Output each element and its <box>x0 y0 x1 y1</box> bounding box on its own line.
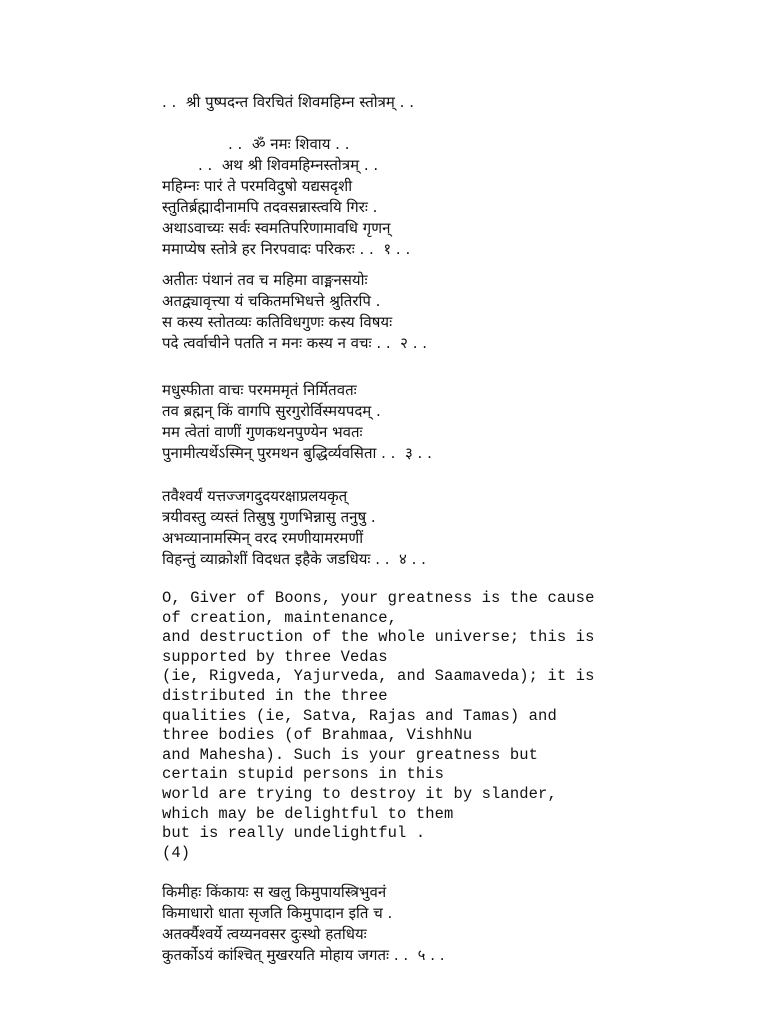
verse-line: विहन्तुं व्याक्रोशीं विदधत इहैके जडधियः . . ४ . . <box>162 550 426 568</box>
verse-line: अतीतः पंथानं तव च महिमा वाङ्मनसयोः <box>162 271 368 289</box>
translation-line: world are trying to destroy it by slander, <box>162 784 557 803</box>
verse-4-translation <box>162 589 594 863</box>
verse-line: किमीहः किंकायः स खलु किमुपायस्त्रिभुवनं <box>162 883 387 901</box>
translation-line: qualities (ie, Satva, Rajas and Tamas) and <box>162 706 557 725</box>
translation-line: supported by three Vedas <box>162 647 388 666</box>
translation-line: distributed in the three <box>162 686 388 705</box>
translation-line: and destruction of the whole universe; this is <box>162 628 595 647</box>
verse-line: मम त्वेतां वाणीं गुणकथनपुण्येन भवतः <box>162 423 363 441</box>
verse-1 <box>162 176 410 260</box>
verse-line: ममाप्येष स्तोत्रे हर निरपवादः परिकरः . . १ . . <box>162 240 411 258</box>
translation-line: three bodies (of Brahmaa, VishhNu <box>162 726 473 745</box>
translation-line: certain stupid persons in this <box>162 765 445 784</box>
translation-line: (ie, Rigveda, Yajurveda, and Saamaveda); it is <box>162 667 595 686</box>
invocation-line: . . ॐ नमः शिवाय . . <box>228 135 350 153</box>
document-title: . . श्री पुष्पदन्त विरचितं शिवमहिम्न स्तोत्रम् . . <box>162 93 414 111</box>
verse-line: तवैश्वर्यं यत्तज्जगदुदयरक्षाप्रलयकृत् <box>162 487 348 505</box>
stotram-heading: . . अथ श्री शिवमहिम्नस्तोत्रम् . . <box>198 156 379 174</box>
verse-line: अतद्व्यावृत्त्या यं चकितमभिधत्ते श्रुतिरपि . <box>162 292 381 310</box>
translation-line: O, Giver of Boons, your greatness is the cause <box>162 589 595 607</box>
verse-5 <box>162 882 445 966</box>
verse-line: मधुस्फीता वाचः परमममृतं निर्मितवतः <box>162 381 357 399</box>
verse-line: तव ब्रह्मन् किं वागपि सुरगुरोर्विस्मयपदम् . <box>162 402 381 420</box>
verse-line: महिम्नः पारं ते परमविदुषो यद्यसदृशी <box>162 177 353 195</box>
verse-line: अतर्क्यैश्वर्ये त्वय्यनवसर दुःस्थो हतधियः <box>162 925 367 943</box>
verse-3 <box>162 380 432 464</box>
verse-line: अभव्यानामस्मिन् वरद रमणीयामरमणीं <box>162 529 364 547</box>
verse-line: स्तुतिर्ब्रह्मादीनामपि तदवसन्नास्त्वयि गिरः . <box>162 198 378 216</box>
verse-line: अथाऽवाच्यः सर्वः स्वमतिपरिणामावधि गृणन् <box>162 219 391 237</box>
verse-line: किमाधारो धाता सृजति किमुपादान इति च . <box>162 904 393 922</box>
verse-line: कुतर्कोऽयं कांश्चित् मुखरयति मोहाय जगतः . . ५ . . <box>162 946 445 964</box>
verse-line: पदे त्वर्वाचीने पतति न मनः कस्य न वचः . . २ . . <box>162 334 428 352</box>
translation-line: of creation, maintenance, <box>162 608 398 627</box>
translation-line: and Mahesha). Such is your greatness but <box>162 745 539 764</box>
translation-line: which may be delightful to them <box>162 804 454 823</box>
verse-line: त्रयीवस्तु व्यस्तं तिस्रुषु गुणभिन्नासु तनुषु . <box>162 508 376 526</box>
translation-line: (4) <box>162 843 191 862</box>
verse-line: स कस्य स्तोतव्यः कतिविधगुणः कस्य विषयः <box>162 313 393 331</box>
verse-line: पुनामीत्यर्थेऽस्मिन् पुरमथन बुद्धिर्व्यवसिता . . ३ . . <box>162 444 432 462</box>
translation-line: but is really undelightful . <box>162 824 426 843</box>
verse-2 <box>162 270 427 354</box>
verse-4 <box>162 486 426 570</box>
